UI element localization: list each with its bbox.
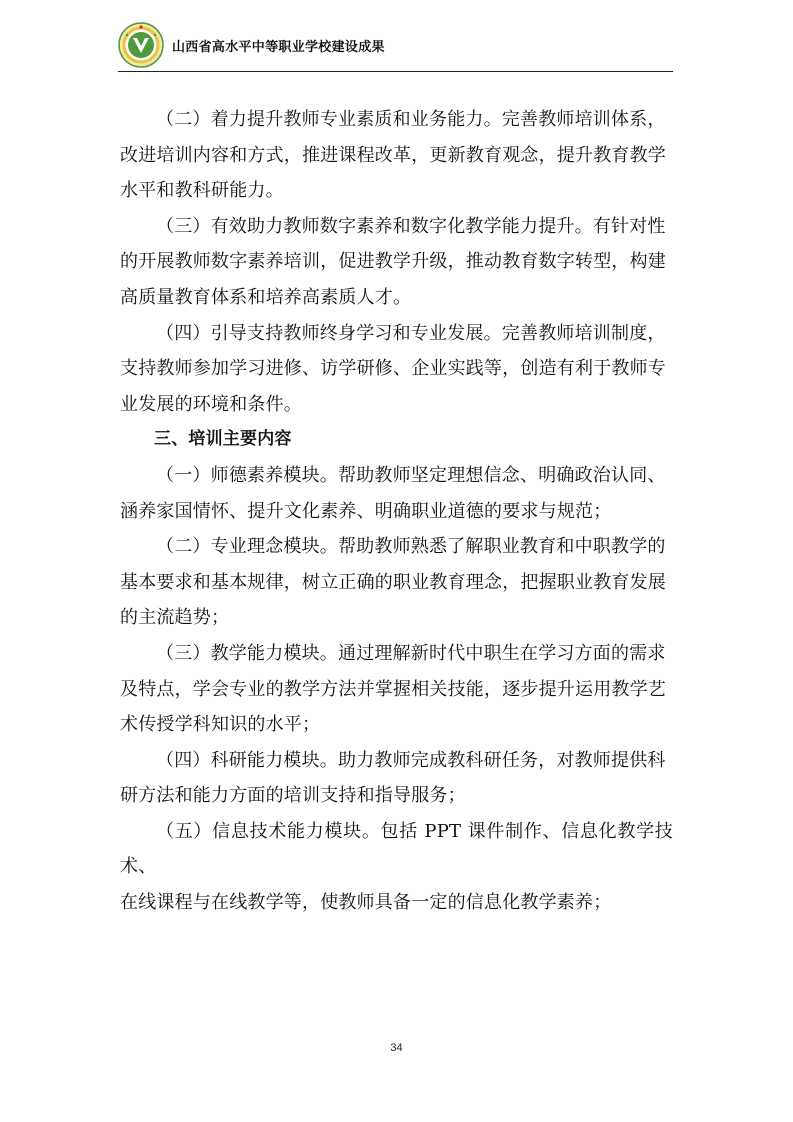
module-it-ability: （五）信息技术能力模块。包括 PPT 课件制作、信息化教学技术、 在线课程与在线教学等，使教师具备一定的信息化教学素养；: [120, 820, 673, 914]
section-heading: 三、培训主要内容: [154, 429, 292, 450]
module-research-ability: （四）科研能力模块。助力教师完成教科研任务，对教师提供科 研方法和能力方面的培训支持和指导服务；: [120, 749, 666, 807]
paragraph-goal-3: （三）有效助力教师数字素养和数字化教学能力提升。有针对性 的开展教师数字素养培训，促进教学升级，推动教育数字转型，构建 高质量教育体系和培养高素质人才。: [120, 215, 666, 308]
school-emblem-icon: [118, 22, 164, 68]
page-header: [118, 22, 673, 72]
document-body: [120, 102, 673, 921]
page-number: 34: [390, 1042, 403, 1054]
header-title: 山西省高水平中等职业学校建设成果: [172, 40, 385, 55]
module-ethics: （一）师德素养模块。帮助教师坚定理想信念、明确政治认同、 涵养家国情怀、提升文化素养、明确职业道德的要求与规范；: [120, 464, 666, 522]
header-divider: [118, 71, 673, 72]
module-teaching-ability: （三）教学能力模块。通过理解新时代中职生在学习方面的需求 及特点，学会专业的教学方法并掌握相关技能，逐步提升运用教学艺 术传授学科知识的水平；: [120, 642, 666, 736]
paragraph-goal-2: （二）着力提升教师专业素质和业务能力。完善教师培训体系， 改进培训内容和方式，推进课程改革，更新教育观念，提升教育教学 水平和教科研能力。: [120, 109, 666, 202]
paragraph-goal-4: （四）引导支持教师终身学习和专业发展。完善教师培训制度， 支持教师参加学习进修、访学研修、企业实践等，创造有利于教师专 业发展的环境和条件。: [120, 322, 666, 415]
module-professional-concept: （二）专业理念模块。帮助教师熟悉了解职业教育和中职教学的 基本要求和基本规律，树立正确的职业教育理念，把握职业教育发展 的主流趋势；: [120, 536, 666, 629]
